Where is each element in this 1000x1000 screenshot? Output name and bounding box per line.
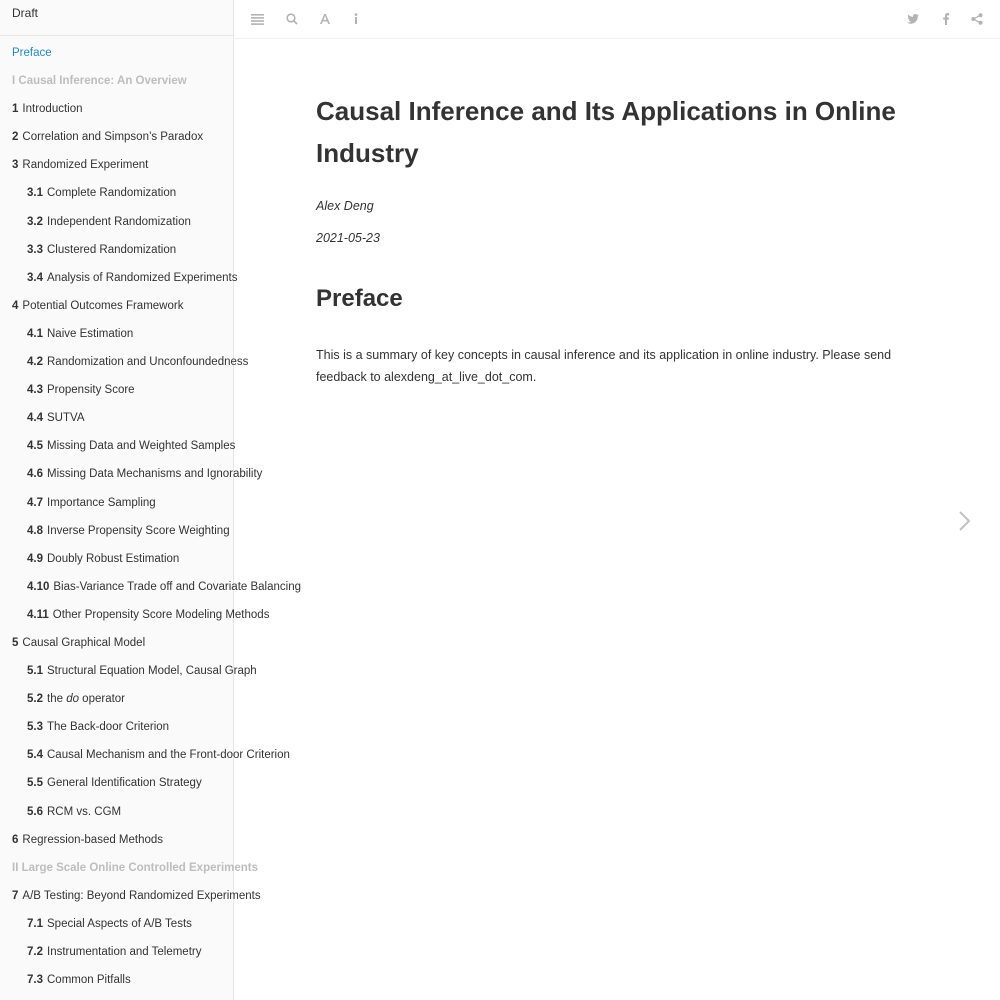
sidebar-item[interactable] [0, 517, 233, 545]
sidebar-item-number: 5.2 [27, 693, 43, 706]
author: Alex Deng [316, 199, 374, 213]
sidebar-item-label: do [66, 693, 79, 706]
sidebar-item-number: 6 [12, 833, 19, 846]
sidebar-item-label: Introduction [22, 103, 83, 116]
facebook-icon[interactable] [935, 8, 957, 30]
sidebar-item[interactable] [0, 348, 249, 376]
sidebar-item-label: II Large Scale Online Controlled Experiments [12, 861, 259, 874]
toolbar [235, 0, 1000, 39]
sidebar-item[interactable] [0, 938, 233, 966]
sidebar-item-label: Structural Equation Model, Causal Graph [47, 665, 257, 678]
sidebar-item-label: Regression-based Methods [22, 833, 164, 846]
sidebar-item-number: 4.7 [27, 496, 43, 509]
sidebar-item[interactable] [0, 601, 270, 629]
sidebar-item-label: Causal Mechanism and the Front-door Criterion [47, 749, 290, 762]
twitter-icon[interactable] [902, 8, 924, 30]
table-of-contents [0, 39, 301, 994]
sidebar-item-number: 4 [12, 299, 19, 312]
sidebar-item-label: Analysis of Randomized Experiments [47, 271, 238, 284]
sidebar-item-number: 4.9 [27, 552, 43, 565]
sidebar-item-number: 4.5 [27, 440, 43, 453]
sidebar-item-label: Randomized Experiment [22, 159, 149, 172]
sidebar-item-number: 5.4 [27, 749, 43, 762]
sidebar-item[interactable] [0, 292, 233, 320]
sidebar-item-label: Missing Data Mechanisms and Ignorability [47, 468, 263, 481]
sidebar-divider [0, 35, 233, 36]
sidebar-item-label: the [47, 693, 67, 706]
sidebar-item-label: Naive Estimation [47, 327, 134, 340]
preface-paragraph: This is a summary of key concepts in causal inference and its application in online industry. Please send feedback to alexdeng_at_live_dot_com. [316, 348, 892, 384]
sidebar-item-label: Clustered Randomization [47, 243, 177, 256]
sidebar-item[interactable] [0, 910, 233, 938]
sidebar-item-number: 5.6 [27, 805, 43, 818]
sidebar-item[interactable] [0, 236, 233, 264]
sidebar-item-label: Missing Data and Weighted Samples [47, 440, 236, 453]
next-page-arrow-icon[interactable] [953, 508, 975, 534]
sidebar-item-label: The Back-door Criterion [47, 721, 170, 734]
sidebar-item-label: RCM vs. CGM [47, 805, 122, 818]
sidebar-item-number: 5.3 [27, 721, 43, 734]
sidebar-item[interactable] [0, 798, 233, 826]
sidebar-item-number: 4.6 [27, 468, 43, 481]
sidebar [0, 0, 301, 1000]
sidebar-item[interactable] [0, 179, 233, 207]
sidebar-item-label: Randomization and Unconfoundedness [47, 356, 249, 369]
sidebar-item[interactable] [0, 264, 238, 292]
sidebar-item-label: SUTVA [47, 412, 85, 425]
sidebar-item[interactable] [0, 376, 233, 404]
sidebar-item[interactable] [0, 320, 233, 348]
sidebar-item-label: A/B Testing: Beyond Randomized Experiments [22, 889, 261, 902]
sidebar-item-number: 4.1 [27, 327, 43, 340]
sidebar-item[interactable] [0, 657, 257, 685]
sidebar-item[interactable] [0, 404, 233, 432]
sidebar-item-number: 1 [12, 103, 19, 116]
sidebar-item[interactable] [0, 123, 233, 151]
sidebar-item[interactable] [0, 882, 261, 910]
sidebar-item-number: 3.4 [27, 271, 43, 284]
sidebar-item-number: 4.11 [27, 608, 49, 621]
sidebar-item-number: 4.8 [27, 524, 43, 537]
sidebar-part-label [0, 854, 259, 882]
sidebar-item-label: Independent Randomization [47, 215, 191, 228]
sidebar-item[interactable] [0, 713, 233, 741]
sidebar-item-number: 5.1 [27, 665, 43, 678]
sidebar-item-label: Potential Outcomes Framework [22, 299, 184, 312]
sidebar-item-label: Complete Randomization [47, 187, 177, 200]
sidebar-item-label: Inverse Propensity Score Weighting [47, 524, 230, 537]
sidebar-item-label: Bias-Variance Trade off and Covariate Balancing [53, 580, 301, 593]
font-icon[interactable] [314, 8, 336, 30]
sidebar-part-label [0, 67, 233, 95]
page-title: Causal Inference and Its Applications in Online Industry [316, 96, 896, 168]
sidebar-item[interactable] [0, 629, 233, 657]
sidebar-item[interactable] [0, 151, 233, 179]
sidebar-item-number: 4.4 [27, 412, 43, 425]
main-content [316, 90, 936, 384]
sidebar-item-label: I Causal Inference: An Overview [12, 75, 187, 88]
sidebar-header[interactable]: Draft [12, 6, 39, 20]
sidebar-item-number: 7.2 [27, 946, 43, 958]
menu-icon[interactable] [246, 8, 268, 30]
sidebar-item-label: Propensity Score [47, 384, 135, 397]
sidebar-item-number: 3.3 [27, 243, 43, 256]
sidebar-item-label: Preface [12, 47, 52, 59]
sidebar-item-label: Instrumentation and Telemetry [47, 946, 202, 958]
sidebar-item-label: Doubly Robust Estimation [47, 552, 180, 565]
sidebar-item-label: Common Pitfalls [47, 974, 131, 987]
sidebar-item[interactable] [0, 741, 290, 769]
sidebar-item[interactable] [0, 432, 236, 460]
sidebar-item[interactable] [0, 39, 233, 67]
sidebar-item-label: Special Aspects of A/B Tests [47, 917, 192, 930]
sidebar-item-number: 3.2 [27, 215, 43, 228]
sidebar-item[interactable] [0, 769, 233, 797]
sidebar-item-number: 2 [12, 131, 19, 144]
sidebar-item-label: Correlation and Simpson’s Paradox [22, 131, 204, 144]
sidebar-item[interactable] [0, 460, 263, 488]
sidebar-item-number: 3.1 [27, 187, 43, 200]
sidebar-item-number: 5.5 [27, 777, 43, 790]
sidebar-item-label: General Identification Strategy [47, 777, 202, 790]
sidebar-item[interactable] [0, 545, 233, 573]
sidebar-item[interactable] [0, 208, 233, 236]
sidebar-item[interactable] [0, 95, 233, 123]
sidebar-item-label: operator [78, 693, 126, 706]
info-icon[interactable] [345, 8, 367, 30]
section-heading: Preface [316, 285, 403, 312]
sidebar-item-label: Importance Sampling [47, 496, 156, 509]
sidebar-item[interactable] [0, 966, 233, 994]
sidebar-item-label: Other Propensity Score Modeling Methods [52, 608, 270, 621]
sidebar-item-number: 4.10 [27, 580, 50, 593]
sidebar-item-number: 4.2 [27, 356, 43, 369]
sidebar-item[interactable] [0, 489, 233, 517]
sidebar-item-number: 4.3 [27, 384, 43, 397]
share-icon[interactable] [966, 8, 988, 30]
sidebar-item-number: 3 [12, 159, 19, 172]
sidebar-item[interactable] [0, 685, 233, 713]
sidebar-item-number: 7 [12, 889, 19, 902]
sidebar-item-number: 5 [12, 636, 19, 649]
sidebar-item[interactable] [0, 573, 301, 601]
search-icon[interactable] [281, 8, 303, 30]
publish-date: 2021-05-23 [316, 231, 380, 245]
sidebar-item-number: 7.1 [27, 917, 43, 930]
sidebar-item[interactable] [0, 826, 233, 854]
sidebar-item-number: 7.3 [27, 974, 43, 987]
sidebar-item-label: Causal Graphical Model [22, 636, 146, 649]
